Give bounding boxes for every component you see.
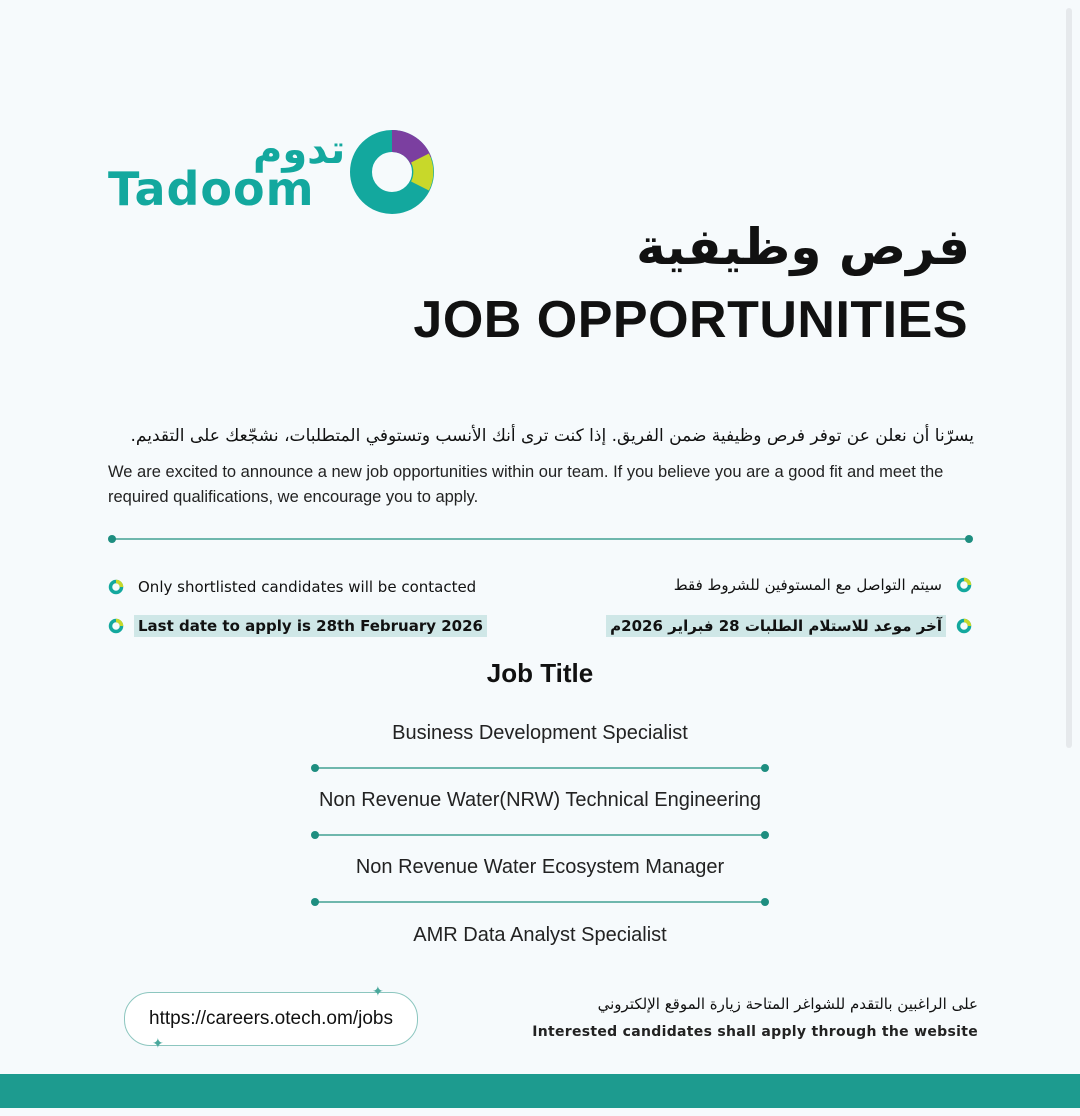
- job-item: Non Revenue Water Ecosystem Manager: [355, 856, 725, 878]
- sparkle-icon: ✦: [372, 984, 384, 1000]
- shortlist-note-text: Only shortlisted candidates will be contacted: [138, 578, 477, 596]
- ring-bullet-icon: [956, 618, 972, 634]
- job-item: Business Development Specialist: [392, 722, 688, 744]
- sparkle-icon: ✦: [152, 1036, 164, 1052]
- logo-arabic-wordmark: تدوم: [253, 127, 346, 173]
- shortlist-note: [108, 576, 480, 598]
- logo-ring-icon: [348, 128, 436, 216]
- scrollbar[interactable]: [1066, 8, 1072, 748]
- tadoom-logo: [108, 128, 438, 218]
- apply-instructions: Interested candidates shall apply through the website: [532, 1024, 978, 1040]
- intro-english: We are excited to announce a new job opportunities within our team. If you believe you are a good fit and meet the required qualifications, we encourage you to apply.: [108, 463, 944, 506]
- page-title: JOB OPPORTUNITIES: [413, 291, 968, 349]
- deadline-note-arabic: [606, 615, 972, 637]
- ring-bullet-icon: [956, 577, 972, 593]
- section-divider: [112, 538, 969, 540]
- apply-instructions-arabic: على الراغبين بالتقدم للشواغر المتاحة زيارة الموقع الإلكتروني: [597, 995, 978, 1013]
- intro-arabic: يسرّنا أن نعلن عن توفر فرص وظيفية ضمن الفريق. إذا كنت ترى أنك الأنسب وتستوفي المتطلبات، نشجّعك على التقديم.: [130, 426, 974, 446]
- logo-english-wordmark: Tadoom: [108, 162, 315, 216]
- shortlist-note-arabic-text: سيتم التواصل مع المستوفين للشروط فقط: [673, 576, 942, 594]
- ring-bullet-icon: [108, 618, 124, 634]
- deadline-note-arabic-text: آخر موعد للاستلام الطلبات 28 فبراير 2026م: [606, 615, 946, 637]
- footer-bar: [0, 1074, 1080, 1108]
- deadline-note-text: Last date to apply is 28th February 2026: [134, 615, 487, 637]
- job-divider: [315, 901, 765, 903]
- page-title-arabic: فرص وظيفية: [636, 218, 970, 276]
- job-title-heading: Job Title: [486, 658, 594, 688]
- job-item: AMR Data Analyst Specialist: [413, 924, 667, 946]
- careers-url-link[interactable]: https://careers.otech.om/jobs: [124, 992, 418, 1046]
- job-item: Non Revenue Water(NRW) Technical Engineering: [318, 789, 762, 811]
- shortlist-note-arabic: [670, 574, 972, 596]
- deadline-note: [108, 615, 487, 637]
- ring-bullet-icon: [108, 579, 124, 595]
- job-divider: [315, 834, 765, 836]
- job-divider: [315, 767, 765, 769]
